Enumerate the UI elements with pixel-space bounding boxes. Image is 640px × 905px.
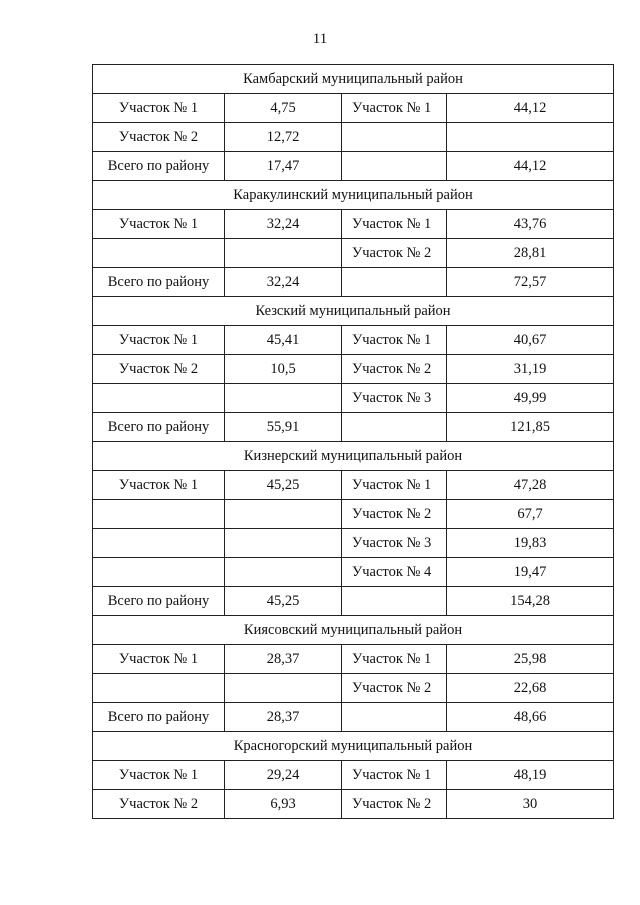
district-header-row: [93, 65, 614, 94]
left-plot-label: Всего по району: [93, 413, 225, 442]
right-plot-value: 47,28: [447, 471, 614, 500]
right-plot-label: Участок № 1: [342, 645, 447, 674]
left-plot-label: Участок № 1: [93, 210, 225, 239]
left-plot-value: 10,5: [225, 355, 342, 384]
right-plot-label: [342, 587, 447, 616]
table-row: [93, 674, 614, 703]
left-plot-value: 12,72: [225, 123, 342, 152]
left-plot-label: [93, 558, 225, 587]
right-plot-label: Участок № 2: [342, 790, 447, 819]
left-plot-value: 28,37: [225, 703, 342, 732]
table-row: [93, 268, 614, 297]
table-row: [93, 123, 614, 152]
right-plot-value: 121,85: [447, 413, 614, 442]
left-plot-value: 45,25: [225, 587, 342, 616]
right-plot-value: 48,66: [447, 703, 614, 732]
district-name: Красногорский муниципальный район: [93, 732, 614, 761]
table-row: [93, 210, 614, 239]
table-row: [93, 94, 614, 123]
right-plot-value: 31,19: [447, 355, 614, 384]
table-row: [93, 645, 614, 674]
right-plot-value: 28,81: [447, 239, 614, 268]
right-plot-label: Участок № 4: [342, 558, 447, 587]
left-plot-value: 4,75: [225, 94, 342, 123]
right-plot-label: Участок № 1: [342, 471, 447, 500]
table-row: [93, 384, 614, 413]
right-plot-value: 44,12: [447, 152, 614, 181]
right-plot-label: Участок № 2: [342, 355, 447, 384]
right-plot-value: 154,28: [447, 587, 614, 616]
page-number: 11: [312, 31, 328, 47]
table-row: [93, 790, 614, 819]
right-plot-value: 67,7: [447, 500, 614, 529]
right-plot-label: Участок № 2: [342, 500, 447, 529]
table-row: [93, 558, 614, 587]
left-plot-value: [225, 674, 342, 703]
right-plot-label: Участок № 1: [342, 94, 447, 123]
table-row: [93, 239, 614, 268]
district-name: Кезский муниципальный район: [93, 297, 614, 326]
table-row: [93, 413, 614, 442]
left-plot-value: [225, 239, 342, 268]
district-header-row: [93, 616, 614, 645]
right-plot-label: Участок № 3: [342, 529, 447, 558]
right-plot-value: 22,68: [447, 674, 614, 703]
district-name: Киясовский муниципальный район: [93, 616, 614, 645]
left-plot-label: Участок № 1: [93, 94, 225, 123]
left-plot-value: 32,24: [225, 210, 342, 239]
right-plot-label: Участок № 2: [342, 239, 447, 268]
left-plot-label: Участок № 2: [93, 123, 225, 152]
left-plot-label: Участок № 1: [93, 645, 225, 674]
left-plot-label: Всего по району: [93, 152, 225, 181]
left-plot-label: Участок № 1: [93, 326, 225, 355]
left-plot-value: [225, 500, 342, 529]
right-plot-value: 30: [447, 790, 614, 819]
right-plot-label: Участок № 2: [342, 674, 447, 703]
table-row: [93, 355, 614, 384]
right-plot-value: 19,83: [447, 529, 614, 558]
right-plot-value: 25,98: [447, 645, 614, 674]
district-name: Камбарский муниципальный район: [93, 65, 614, 94]
table-row: [93, 587, 614, 616]
left-plot-value: 55,91: [225, 413, 342, 442]
district-name: Кизнерский муниципальный район: [93, 442, 614, 471]
right-plot-value: 40,67: [447, 326, 614, 355]
district-header-row: [93, 181, 614, 210]
district-header-row: [93, 442, 614, 471]
left-plot-label: Участок № 1: [93, 471, 225, 500]
left-plot-value: 28,37: [225, 645, 342, 674]
left-plot-label: Всего по району: [93, 268, 225, 297]
left-plot-label: Участок № 2: [93, 790, 225, 819]
left-plot-value: [225, 384, 342, 413]
right-plot-label: Участок № 1: [342, 326, 447, 355]
left-plot-label: [93, 674, 225, 703]
right-plot-label: [342, 268, 447, 297]
left-plot-value: 32,24: [225, 268, 342, 297]
left-plot-label: [93, 384, 225, 413]
table-row: [93, 500, 614, 529]
right-plot-value: 19,47: [447, 558, 614, 587]
right-plot-value: [447, 123, 614, 152]
left-plot-label: [93, 500, 225, 529]
left-plot-value: [225, 529, 342, 558]
district-header-row: [93, 297, 614, 326]
right-plot-value: 44,12: [447, 94, 614, 123]
left-plot-value: 6,93: [225, 790, 342, 819]
district-header-row: [93, 732, 614, 761]
table-row: [93, 471, 614, 500]
table-row: [93, 529, 614, 558]
district-table: [92, 64, 614, 819]
left-plot-label: [93, 529, 225, 558]
left-plot-value: [225, 558, 342, 587]
left-plot-label: Участок № 2: [93, 355, 225, 384]
right-plot-label: Участок № 1: [342, 761, 447, 790]
right-plot-label: Участок № 1: [342, 210, 447, 239]
left-plot-label: Всего по району: [93, 703, 225, 732]
right-plot-label: [342, 152, 447, 181]
table-row: [93, 703, 614, 732]
district-name: Каракулинский муниципальный район: [93, 181, 614, 210]
right-plot-label: [342, 413, 447, 442]
left-plot-label: Всего по району: [93, 587, 225, 616]
left-plot-label: [93, 239, 225, 268]
table-row: [93, 761, 614, 790]
right-plot-value: 49,99: [447, 384, 614, 413]
right-plot-value: 72,57: [447, 268, 614, 297]
left-plot-value: 29,24: [225, 761, 342, 790]
table-body: [93, 65, 614, 819]
left-plot-label: Участок № 1: [93, 761, 225, 790]
left-plot-value: 17,47: [225, 152, 342, 181]
left-plot-value: 45,25: [225, 471, 342, 500]
right-plot-value: 43,76: [447, 210, 614, 239]
table-row: [93, 326, 614, 355]
right-plot-label: [342, 123, 447, 152]
left-plot-value: 45,41: [225, 326, 342, 355]
right-plot-label: [342, 703, 447, 732]
table-row: [93, 152, 614, 181]
right-plot-label: Участок № 3: [342, 384, 447, 413]
right-plot-value: 48,19: [447, 761, 614, 790]
